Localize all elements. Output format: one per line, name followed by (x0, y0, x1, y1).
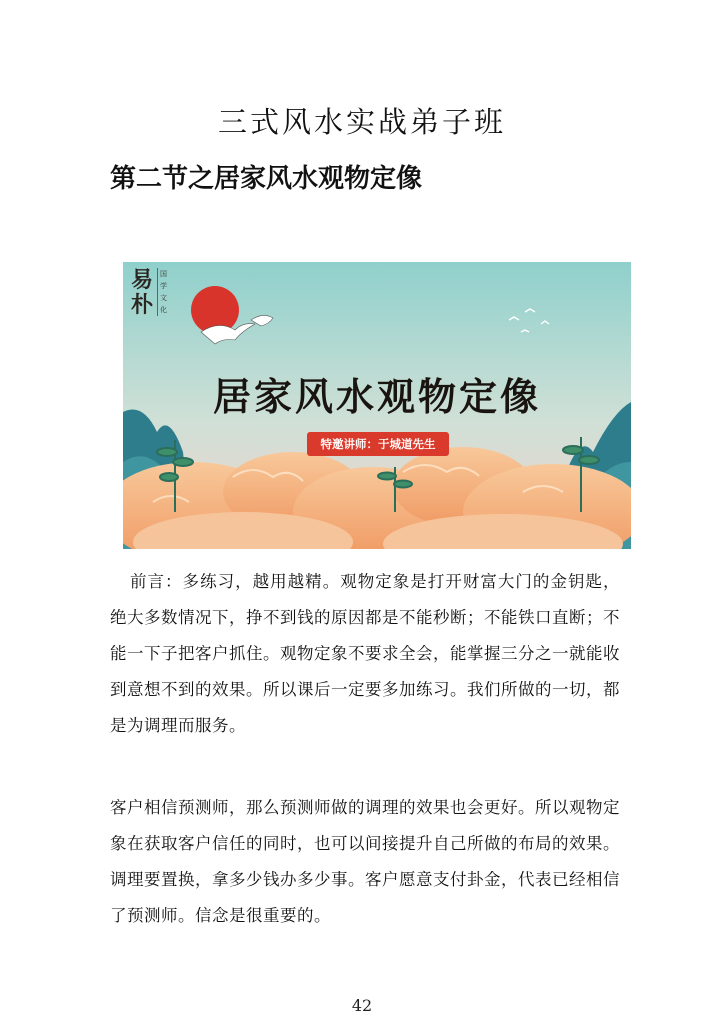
banner-title: 居家风水观物定像 (212, 374, 541, 419)
section-title: 第二节之居家风水观物定像 (110, 164, 423, 194)
page-number: 42 (351, 996, 373, 1015)
banner-image (123, 262, 631, 549)
page-title: 三式风水实战弟子班 (217, 105, 506, 139)
paragraph-body: 客户相信预测师，那么预测师做的调理的效果也会更好。所以观物定象在获取客户信任的同时，也可以间接提升自己所做的布局的效果。调理要置换，拿多少钱办多少事。客户愿意支付卦金，代表已经相信了预测师。信念是很重要的。 (110, 798, 620, 925)
lecturer-badge: 特邀讲师：于城道先生 (307, 432, 449, 456)
paragraph-preface: 前言：多练习，越用越精。观物定象是打开财富大门的金钥匙，绝大多数情况下，挣不到钱的原因都是不能秒断；不能铁口直断；不能一下子把客户抓住。观物定象不要求全会，能掌握三分之一就能收到意想不到的效果。所以课后一定要多加练习。我们所做的一切，都是为调理而服务。 (110, 572, 620, 735)
logo-tagline: 国学文化 (157, 268, 170, 316)
logo-text: 易朴 (131, 267, 154, 318)
